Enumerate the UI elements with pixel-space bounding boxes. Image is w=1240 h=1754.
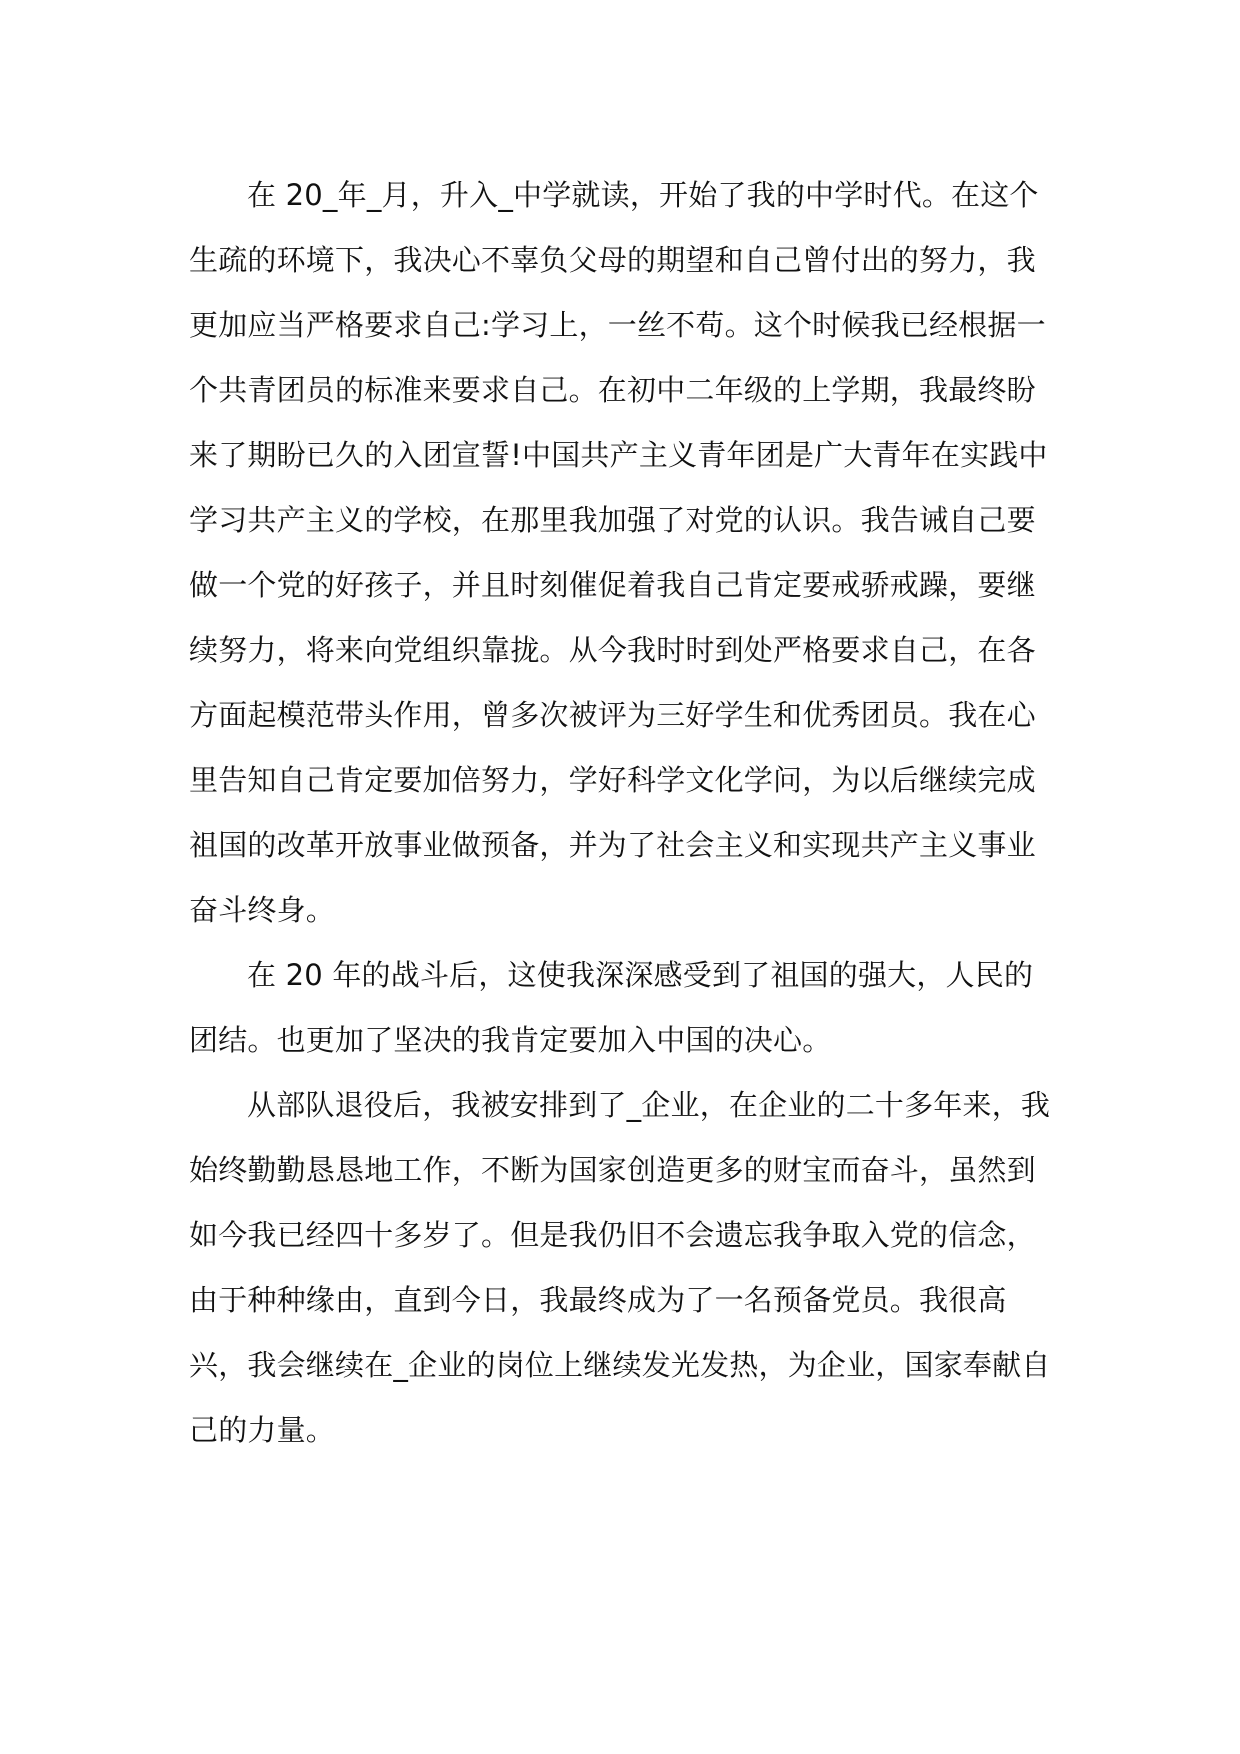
paragraph-3-line-6: 己的力量。: [189, 1413, 336, 1447]
paragraph-1-line-7: 做一个党的好孩子，并且时刻催促着我自己肯定要戒骄戒躁，要继: [189, 568, 1036, 602]
paragraph-1-line-6: 学习共产主义的学校，在那里我加强了对党的认识。我告诫自己要: [189, 503, 1036, 537]
paragraph-1-line-2: 生疏的环境下，我决心不辜负父母的期望和自己曾付出的努力，我: [189, 243, 1036, 277]
paragraph-3-line-3: 如今我已经四十多岁了。但是我仍旧不会遗忘我争取入党的信念，: [189, 1218, 1036, 1252]
paragraph-1-line-10: 里告知自己肯定要加倍努力，学好科学文化学问，为以后继续完成: [189, 763, 1036, 797]
paragraph-1-line-9: 方面起模范带头作用，曾多次被评为三好学生和优秀团员。我在心: [189, 698, 1036, 732]
document-body: [189, 163, 1059, 1463]
paragraph-1-line-4: 个共青团员的标准来要求自己。在初中二年级的上学期，我最终盼: [189, 373, 1036, 407]
paragraph-2-line-2: 团结。也更加了坚决的我肯定要加入中国的决心。: [189, 1023, 832, 1057]
paragraph-1-line-3: 更加应当严格要求自己:学习上，一丝不苟。这个时候我已经根据一: [189, 308, 1046, 342]
paragraph-3-line-1: 从部队退役后，我被安排到了_企业，在企业的二十多年来，我: [247, 1088, 1051, 1122]
paragraph-3: [189, 1073, 1059, 1463]
paragraph-2-line-1: 在 20 年的战斗后，这使我深深感受到了祖国的强大，人民的: [247, 958, 1034, 992]
paragraph-1-line-8: 续努力，将来向党组织靠拢。从今我时时到处严格要求自己，在各: [189, 633, 1036, 667]
paragraph-3-line-5: 兴，我会继续在_企业的岗位上继续发光发热，为企业，国家奉献自: [189, 1348, 1051, 1382]
paragraph-3-line-2: 始终勤勤恳恳地工作，不断为国家创造更多的财宝而奋斗，虽然到: [189, 1153, 1036, 1187]
paragraph-2: [189, 943, 1059, 1073]
paragraph-1-line-12: 奋斗终身。: [189, 893, 336, 927]
paragraph-3-line-4: 由于种种缘由，直到今日，我最终成为了一名预备党员。我很高: [189, 1283, 1007, 1317]
paragraph-1-line-11: 祖国的改革开放事业做预备，并为了社会主义和实现共产主义事业: [189, 828, 1036, 862]
paragraph-1: [189, 163, 1059, 943]
paragraph-1-line-1: 在 20_年_月，升入_中学就读，开始了我的中学时代。在这个: [247, 178, 1039, 212]
paragraph-1-line-5: 来了期盼已久的入团宣誓!中国共产主义青年团是广大青年在实践中: [189, 438, 1048, 472]
